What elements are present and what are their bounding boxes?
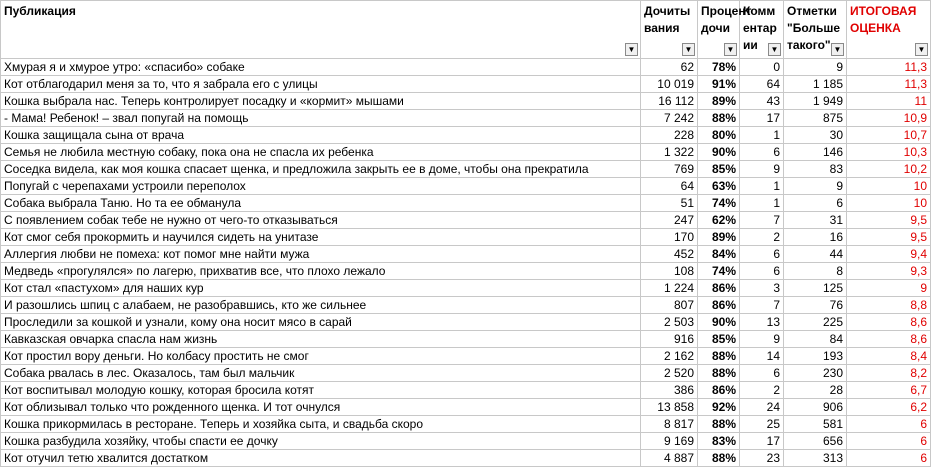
cell-publication[interactable]: Кот отблагодарил меня за то, что я забрала его с улицы xyxy=(1,76,641,93)
cell-reads[interactable]: 2 520 xyxy=(641,365,698,382)
cell-comments[interactable]: 7 xyxy=(740,212,784,229)
cell-comments[interactable]: 6 xyxy=(740,144,784,161)
cell-marks[interactable]: 44 xyxy=(784,246,847,263)
cell-percent[interactable]: 74% xyxy=(698,263,740,280)
cell-percent[interactable]: 62% xyxy=(698,212,740,229)
cell-marks[interactable]: 875 xyxy=(784,110,847,127)
cell-marks[interactable]: 906 xyxy=(784,399,847,416)
table-row xyxy=(1,229,931,246)
cell-score[interactable]: 9 xyxy=(847,280,931,297)
cell-marks[interactable]: 76 xyxy=(784,297,847,314)
cell-publication[interactable]: С появлением собак тебе не нужно от чего-то отказываться xyxy=(1,212,641,229)
cell-reads[interactable]: 4 887 xyxy=(641,450,698,467)
cell-reads[interactable]: 386 xyxy=(641,382,698,399)
cell-publication[interactable]: Кот смог себя прокормить и научился сидеть на унитазе xyxy=(1,229,641,246)
cell-comments[interactable]: 24 xyxy=(740,399,784,416)
cell-score[interactable]: 8,6 xyxy=(847,331,931,348)
cell-reads[interactable]: 7 242 xyxy=(641,110,698,127)
cell-comments[interactable]: 6 xyxy=(740,246,784,263)
table-row xyxy=(1,76,931,93)
header-label: Дочиты вания xyxy=(644,4,691,35)
cell-score[interactable]: 6 xyxy=(847,416,931,433)
cell-score[interactable]: 10,2 xyxy=(847,161,931,178)
cell-publication[interactable]: Кошка выбрала нас. Теперь контролирует посадку и «кормит» мышами xyxy=(1,93,641,110)
cell-reads[interactable]: 8 817 xyxy=(641,416,698,433)
cell-score[interactable]: 8,2 xyxy=(847,365,931,382)
cell-comments[interactable]: 3 xyxy=(740,280,784,297)
cell-score[interactable]: 8,4 xyxy=(847,348,931,365)
cell-percent[interactable]: 92% xyxy=(698,399,740,416)
cell-marks[interactable]: 656 xyxy=(784,433,847,450)
cell-publication[interactable]: Соседка видела, как моя кошка спасает щенка, и предложила закрыть ее в доме, чтобы она прекратила xyxy=(1,161,641,178)
cell-percent[interactable]: 78% xyxy=(698,59,740,76)
header-label: Публикация xyxy=(4,4,76,18)
table-row xyxy=(1,127,931,144)
cell-publication[interactable]: Кот стал «пастухом» для наших кур xyxy=(1,280,641,297)
cell-comments[interactable]: 43 xyxy=(740,93,784,110)
cell-publication[interactable]: Кот отучил тетю хвалится достатком xyxy=(1,450,641,467)
cell-publication[interactable]: Хмурая я и хмурое утро: «спасибо» собаке xyxy=(1,59,641,76)
cell-percent[interactable]: 90% xyxy=(698,314,740,331)
cell-marks[interactable]: 31 xyxy=(784,212,847,229)
cell-reads[interactable]: 10 019 xyxy=(641,76,698,93)
table-row xyxy=(1,365,931,382)
cell-score[interactable]: 10,7 xyxy=(847,127,931,144)
table-row xyxy=(1,314,931,331)
cell-reads[interactable]: 769 xyxy=(641,161,698,178)
cell-percent[interactable]: 80% xyxy=(698,127,740,144)
cell-marks[interactable]: 225 xyxy=(784,314,847,331)
cell-publication[interactable]: - Мама! Ребенок! – звал попугай на помощь xyxy=(1,110,641,127)
cell-reads[interactable]: 2 503 xyxy=(641,314,698,331)
cell-publication[interactable]: Кошка прикормилась в ресторане. Теперь и хозяйка сыта, и свадьба скоро xyxy=(1,416,641,433)
col-header-percent xyxy=(698,1,752,59)
table-row xyxy=(1,331,931,348)
table-row xyxy=(1,246,931,263)
filter-dropdown-icon[interactable]: ▼ xyxy=(724,43,737,56)
cell-reads[interactable]: 9 169 xyxy=(641,433,698,450)
cell-marks[interactable]: 84 xyxy=(784,331,847,348)
cell-marks[interactable]: 581 xyxy=(784,416,847,433)
cell-score[interactable]: 10,3 xyxy=(847,144,931,161)
table-row xyxy=(1,433,931,450)
cell-reads[interactable]: 62 xyxy=(641,59,698,76)
filter-dropdown-icon[interactable]: ▼ xyxy=(625,43,638,56)
table-row xyxy=(1,263,931,280)
table-row xyxy=(1,212,931,229)
cell-percent[interactable]: 63% xyxy=(698,178,740,195)
cell-comments[interactable]: 0 xyxy=(740,59,784,76)
cell-score[interactable]: 6,7 xyxy=(847,382,931,399)
cell-publication[interactable]: Кот простил вору деньги. Но колбасу простить не смог xyxy=(1,348,641,365)
cell-publication[interactable]: Кот облизывал только что рожденного щенка. И тот очнулся xyxy=(1,399,641,416)
cell-reads[interactable]: 13 858 xyxy=(641,399,698,416)
filter-dropdown-icon[interactable]: ▼ xyxy=(768,43,781,56)
table-row xyxy=(1,416,931,433)
cell-score[interactable]: 10 xyxy=(847,178,931,195)
table-row xyxy=(1,297,931,314)
table-row xyxy=(1,161,931,178)
cell-percent[interactable]: 89% xyxy=(698,229,740,246)
cell-score[interactable]: 9,5 xyxy=(847,212,931,229)
cell-percent[interactable]: 86% xyxy=(698,382,740,399)
cell-reads[interactable]: 916 xyxy=(641,331,698,348)
cell-marks[interactable]: 146 xyxy=(784,144,847,161)
header-label: ИТОГОВАЯ ОЦЕНКА xyxy=(850,4,917,35)
cell-comments[interactable]: 25 xyxy=(740,416,784,433)
cell-marks[interactable]: 230 xyxy=(784,365,847,382)
table-row xyxy=(1,93,931,110)
table-row xyxy=(1,450,931,467)
col-header-marks xyxy=(784,1,847,59)
cell-marks[interactable]: 6 xyxy=(784,195,847,212)
cell-comments[interactable]: 23 xyxy=(740,450,784,467)
filter-dropdown-icon[interactable]: ▼ xyxy=(915,43,928,56)
cell-comments[interactable]: 9 xyxy=(740,331,784,348)
cell-reads[interactable]: 2 162 xyxy=(641,348,698,365)
cell-marks[interactable]: 16 xyxy=(784,229,847,246)
table-row xyxy=(1,144,931,161)
cell-publication[interactable]: Кот воспитывал молодую кошку, которая бросила котят xyxy=(1,382,641,399)
cell-reads[interactable]: 807 xyxy=(641,297,698,314)
table-row xyxy=(1,195,931,212)
table-row xyxy=(1,110,931,127)
table-row xyxy=(1,382,931,399)
cell-score[interactable]: 9,5 xyxy=(847,229,931,246)
col-header-publication xyxy=(1,1,641,59)
cell-comments[interactable]: 6 xyxy=(740,263,784,280)
cell-comments[interactable]: 64 xyxy=(740,76,784,93)
cell-reads[interactable]: 170 xyxy=(641,229,698,246)
cell-reads[interactable]: 247 xyxy=(641,212,698,229)
table-row xyxy=(1,178,931,195)
cell-percent[interactable]: 90% xyxy=(698,144,740,161)
cell-reads[interactable]: 452 xyxy=(641,246,698,263)
table-row xyxy=(1,348,931,365)
header-label: Процент дочи xyxy=(701,4,752,35)
cell-percent[interactable]: 83% xyxy=(698,433,740,450)
cell-score[interactable]: 6,2 xyxy=(847,399,931,416)
cell-publication[interactable]: Попугай с черепахами устроили переполох xyxy=(1,178,641,195)
cell-percent[interactable]: 89% xyxy=(698,93,740,110)
cell-comments[interactable]: 17 xyxy=(740,433,784,450)
cell-score[interactable]: 9,4 xyxy=(847,246,931,263)
table-body xyxy=(1,59,931,467)
cell-score[interactable]: 8,8 xyxy=(847,297,931,314)
cell-marks[interactable]: 28 xyxy=(784,382,847,399)
cell-reads[interactable]: 51 xyxy=(641,195,698,212)
cell-reads[interactable]: 228 xyxy=(641,127,698,144)
cell-marks[interactable]: 8 xyxy=(784,263,847,280)
header-label: Комм ентар ии xyxy=(743,4,777,52)
cell-comments[interactable]: 2 xyxy=(740,382,784,399)
cell-marks[interactable]: 1 949 xyxy=(784,93,847,110)
header-row xyxy=(1,1,931,59)
cell-percent[interactable]: 88% xyxy=(698,110,740,127)
cell-percent[interactable]: 88% xyxy=(698,450,740,467)
cell-publication[interactable]: Собака рвалась в лес. Оказалось, там был мальчик xyxy=(1,365,641,382)
cell-percent[interactable]: 88% xyxy=(698,365,740,382)
cell-marks[interactable]: 313 xyxy=(784,450,847,467)
col-header-comments xyxy=(740,1,784,59)
table-row xyxy=(1,399,931,416)
cell-publication[interactable]: Семья не любила местную собаку, пока она не спасла их ребенка xyxy=(1,144,641,161)
cell-percent[interactable]: 85% xyxy=(698,331,740,348)
header-label: Отметки "Больше такого" xyxy=(787,4,841,52)
cell-marks[interactable]: 1 185 xyxy=(784,76,847,93)
cell-percent[interactable]: 85% xyxy=(698,161,740,178)
filter-dropdown-icon[interactable]: ▼ xyxy=(831,43,844,56)
cell-publication[interactable]: Аллергия любви не помеха: кот помог мне найти мужа xyxy=(1,246,641,263)
cell-comments[interactable]: 2 xyxy=(740,229,784,246)
cell-reads[interactable]: 1 224 xyxy=(641,280,698,297)
col-header-reads xyxy=(641,1,698,59)
table-row xyxy=(1,280,931,297)
cell-comments[interactable]: 6 xyxy=(740,365,784,382)
cell-comments[interactable]: 14 xyxy=(740,348,784,365)
cell-publication[interactable]: Проследили за кошкой и узнали, кому она носит мясо в сарай xyxy=(1,314,641,331)
cell-percent[interactable]: 86% xyxy=(698,280,740,297)
cell-comments[interactable]: 1 xyxy=(740,195,784,212)
cell-score[interactable]: 11,3 xyxy=(847,76,931,93)
cell-marks[interactable]: 9 xyxy=(784,59,847,76)
cell-publication[interactable]: Медведь «прогулялся» по лагерю, прихватив все, что плохо лежало xyxy=(1,263,641,280)
cell-reads[interactable]: 1 322 xyxy=(641,144,698,161)
cell-publication[interactable]: Кошка защищала сына от врача xyxy=(1,127,641,144)
cell-reads[interactable]: 64 xyxy=(641,178,698,195)
cell-score[interactable]: 6 xyxy=(847,450,931,467)
cell-marks[interactable]: 30 xyxy=(784,127,847,144)
cell-percent[interactable]: 91% xyxy=(698,76,740,93)
cell-percent[interactable]: 86% xyxy=(698,297,740,314)
filter-dropdown-icon[interactable]: ▼ xyxy=(682,43,695,56)
cell-comments[interactable]: 7 xyxy=(740,297,784,314)
cell-comments[interactable]: 13 xyxy=(740,314,784,331)
cell-comments[interactable]: 1 xyxy=(740,178,784,195)
cell-marks[interactable]: 9 xyxy=(784,178,847,195)
cell-publication[interactable]: Кавказская овчарка спасла нам жизнь xyxy=(1,331,641,348)
cell-score[interactable]: 8,6 xyxy=(847,314,931,331)
cell-percent[interactable]: 88% xyxy=(698,348,740,365)
cell-percent[interactable]: 74% xyxy=(698,195,740,212)
cell-comments[interactable]: 9 xyxy=(740,161,784,178)
cell-publication[interactable]: И разошлись шпиц с алабаем, не разобравшись, кто же сильнее xyxy=(1,297,641,314)
table-row xyxy=(1,59,931,76)
cell-marks[interactable]: 83 xyxy=(784,161,847,178)
cell-reads[interactable]: 16 112 xyxy=(641,93,698,110)
col-header-score xyxy=(847,1,931,59)
cell-score[interactable]: 10,9 xyxy=(847,110,931,127)
cell-comments[interactable]: 1 xyxy=(740,127,784,144)
cell-comments[interactable]: 17 xyxy=(740,110,784,127)
cell-marks[interactable]: 125 xyxy=(784,280,847,297)
cell-score[interactable]: 6 xyxy=(847,433,931,450)
cell-score[interactable]: 11 xyxy=(847,93,931,110)
cell-reads[interactable]: 108 xyxy=(641,263,698,280)
cell-score[interactable]: 9,3 xyxy=(847,263,931,280)
cell-score[interactable]: 11,3 xyxy=(847,59,931,76)
cell-marks[interactable]: 193 xyxy=(784,348,847,365)
cell-publication[interactable]: Кошка разбудила хозяйку, чтобы спасти ее дочку xyxy=(1,433,641,450)
cell-publication[interactable]: Собака выбрала Таню. Но та ее обманула xyxy=(1,195,641,212)
cell-percent[interactable]: 84% xyxy=(698,246,740,263)
cell-percent[interactable]: 88% xyxy=(698,416,740,433)
cell-score[interactable]: 10 xyxy=(847,195,931,212)
